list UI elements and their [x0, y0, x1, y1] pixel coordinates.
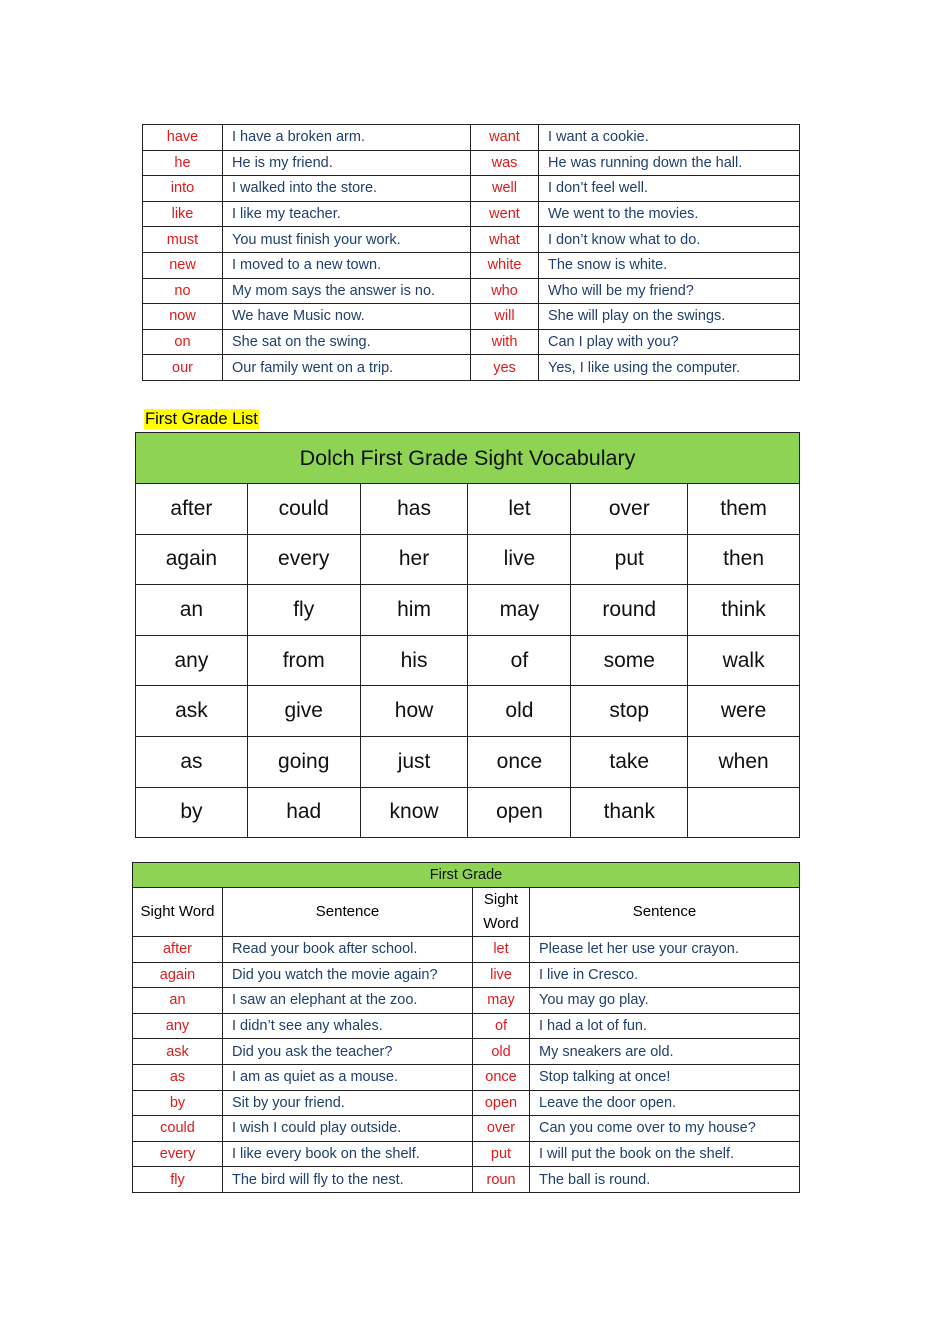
vocab-word: walk [688, 635, 800, 686]
sentence: I like every book on the shelf. [223, 1141, 473, 1167]
sight-word: once [473, 1064, 530, 1090]
sentence: Our family went on a trip. [223, 355, 471, 381]
vocab-word: could [247, 484, 360, 535]
vocab-word: his [360, 635, 468, 686]
vocab-word: stop [571, 686, 688, 737]
table-row [143, 329, 800, 355]
sight-word: again [133, 962, 223, 988]
sentence: Can I play with you? [539, 329, 800, 355]
sentence: I live in Cresco. [530, 962, 800, 988]
sight-word: could [133, 1116, 223, 1142]
sight-word: ask [133, 1039, 223, 1065]
sentence: You must finish your work. [223, 227, 471, 253]
sentence: He is my friend. [223, 150, 471, 176]
sight-word: no [143, 278, 223, 304]
vocab-word: by [136, 787, 248, 838]
sentence: She will play on the swings. [539, 304, 800, 330]
table-row [133, 1116, 800, 1142]
vocab-word: from [247, 635, 360, 686]
vocab-word: thank [571, 787, 688, 838]
sentence: She sat on the swing. [223, 329, 471, 355]
sight-word: new [143, 252, 223, 278]
sentence: He was running down the hall. [539, 150, 800, 176]
sight-word: on [143, 329, 223, 355]
sight-word: with [471, 329, 539, 355]
vocab-word: when [688, 736, 800, 787]
vocab-row [136, 635, 800, 686]
vocab-row [136, 534, 800, 585]
vocab-word: let [468, 484, 571, 535]
table-row [143, 252, 800, 278]
vocab-word: her [360, 534, 468, 585]
column-header-sentence: Sentence [223, 888, 473, 937]
vocab-word: how [360, 686, 468, 737]
vocab-row [136, 787, 800, 838]
vocab-word: were [688, 686, 800, 737]
vocab-word: open [468, 787, 571, 838]
sight-word: of [473, 1013, 530, 1039]
table-row [143, 176, 800, 202]
sentence: Did you ask the teacher? [223, 1039, 473, 1065]
sentence: I want a cookie. [539, 125, 800, 151]
vocab-word: after [136, 484, 248, 535]
sentence: Can you come over to my house? [530, 1116, 800, 1142]
vocab-word: live [468, 534, 571, 585]
vocab-row [136, 484, 800, 535]
vocab-word: some [571, 635, 688, 686]
sight-word: after [133, 937, 223, 963]
sight-word-sentence-table-top [142, 124, 800, 381]
vocab-table-title: Dolch First Grade Sight Vocabulary [136, 433, 800, 484]
sight-word: every [133, 1141, 223, 1167]
sight-word: yes [471, 355, 539, 381]
vocab-row [136, 686, 800, 737]
sight-word: white [471, 252, 539, 278]
vocab-table-body [136, 433, 800, 838]
vocab-word: take [571, 736, 688, 787]
sight-word: may [473, 988, 530, 1014]
sentence: The snow is white. [539, 252, 800, 278]
sentence: We have Music now. [223, 304, 471, 330]
sight-word: want [471, 125, 539, 151]
vocab-word: going [247, 736, 360, 787]
sentence: Leave the door open. [530, 1090, 800, 1116]
vocab-word: ask [136, 686, 248, 737]
sentence: We went to the movies. [539, 201, 800, 227]
sight-word: into [143, 176, 223, 202]
sight-word: was [471, 150, 539, 176]
vocab-word: then [688, 534, 800, 585]
vocab-word: has [360, 484, 468, 535]
sentence: My mom says the answer is no. [223, 278, 471, 304]
sight-word: as [133, 1064, 223, 1090]
sight-word: our [143, 355, 223, 381]
vocab-word: fly [247, 585, 360, 636]
vocab-word: again [136, 534, 248, 585]
vocab-word: round [571, 585, 688, 636]
table-row [143, 227, 800, 253]
table-row [143, 150, 800, 176]
sentence: I saw an elephant at the zoo. [223, 988, 473, 1014]
sentence: I am as quiet as a mouse. [223, 1064, 473, 1090]
sight-word: will [471, 304, 539, 330]
table-row [133, 962, 800, 988]
sentence: Please let her use your crayon. [530, 937, 800, 963]
vocab-word: old [468, 686, 571, 737]
vocab-word: once [468, 736, 571, 787]
vocab-word: as [136, 736, 248, 787]
sentence: Who will be my friend? [539, 278, 800, 304]
sentence: I don’t know what to do. [539, 227, 800, 253]
sentence: I moved to a new town. [223, 252, 471, 278]
sight-word: any [133, 1013, 223, 1039]
sentence: I didn’t see any whales. [223, 1013, 473, 1039]
vocab-row [136, 736, 800, 787]
vocab-word: know [360, 787, 468, 838]
sentence: I like my teacher. [223, 201, 471, 227]
sentence: I will put the book on the shelf. [530, 1141, 800, 1167]
sight-word: live [473, 962, 530, 988]
sentence: I had a lot of fun. [530, 1013, 800, 1039]
vocab-word: may [468, 585, 571, 636]
sentence-table-body [133, 863, 800, 1193]
sentence: Read your book after school. [223, 937, 473, 963]
sight-word: let [473, 937, 530, 963]
table-row [133, 1039, 800, 1065]
table-row [143, 125, 800, 151]
sentence: The ball is round. [530, 1167, 800, 1193]
vocab-word: just [360, 736, 468, 787]
sight-word: well [471, 176, 539, 202]
sight-word: like [143, 201, 223, 227]
column-header-sentence-2: Sentence [530, 888, 800, 937]
vocab-word: every [247, 534, 360, 585]
vocab-word: had [247, 787, 360, 838]
vocab-word: an [136, 585, 248, 636]
first-grade-sentence-table [132, 862, 800, 1193]
sight-word: put [473, 1141, 530, 1167]
sight-word: what [471, 227, 539, 253]
vocab-word: them [688, 484, 800, 535]
sentence: I wish I could play outside. [223, 1116, 473, 1142]
sentence-header-row [133, 888, 800, 937]
vocab-title-row [136, 433, 800, 484]
sight-word: went [471, 201, 539, 227]
sentence: Yes, I like using the computer. [539, 355, 800, 381]
sentence-table-title: First Grade [133, 863, 800, 888]
table-row [143, 304, 800, 330]
sight-word: who [471, 278, 539, 304]
sentence: I don’t feel well. [539, 176, 800, 202]
table-row [143, 201, 800, 227]
sight-word: open [473, 1090, 530, 1116]
table-row [133, 1141, 800, 1167]
column-header-sight-word: Sight Word [133, 888, 223, 937]
vocab-word: any [136, 635, 248, 686]
vocab-word: him [360, 585, 468, 636]
table-row [143, 278, 800, 304]
dolch-vocabulary-table [135, 432, 800, 838]
vocab-word: think [688, 585, 800, 636]
sight-word: have [143, 125, 223, 151]
sight-word: now [143, 304, 223, 330]
first-grade-list-label: First Grade List [145, 410, 258, 428]
sentence: I have a broken arm. [223, 125, 471, 151]
sentence: The bird will fly to the nest. [223, 1167, 473, 1193]
sentence: My sneakers are old. [530, 1039, 800, 1065]
vocab-word: of [468, 635, 571, 686]
sight-word: over [473, 1116, 530, 1142]
table-row [133, 937, 800, 963]
vocab-word: put [571, 534, 688, 585]
sentence: I walked into the store. [223, 176, 471, 202]
sentence: Did you watch the movie again? [223, 962, 473, 988]
sight-word: by [133, 1090, 223, 1116]
top-table-body [143, 125, 800, 381]
sentence: Stop talking at once! [530, 1064, 800, 1090]
sight-word: fly [133, 1167, 223, 1193]
table-row [133, 1167, 800, 1193]
sight-word: must [143, 227, 223, 253]
sentence-title-row [133, 863, 800, 888]
sight-word: an [133, 988, 223, 1014]
sight-word: he [143, 150, 223, 176]
vocab-word [688, 787, 800, 838]
vocab-word: over [571, 484, 688, 535]
table-row [133, 1090, 800, 1116]
sentence: You may go play. [530, 988, 800, 1014]
table-row [133, 1064, 800, 1090]
table-row [143, 355, 800, 381]
vocab-word: give [247, 686, 360, 737]
table-row [133, 988, 800, 1014]
table-row [133, 1013, 800, 1039]
vocab-row [136, 585, 800, 636]
sentence: Sit by your friend. [223, 1090, 473, 1116]
column-header-sight-word-2: Sight Word [473, 888, 530, 937]
sight-word: old [473, 1039, 530, 1065]
sight-word: roun [473, 1167, 530, 1193]
